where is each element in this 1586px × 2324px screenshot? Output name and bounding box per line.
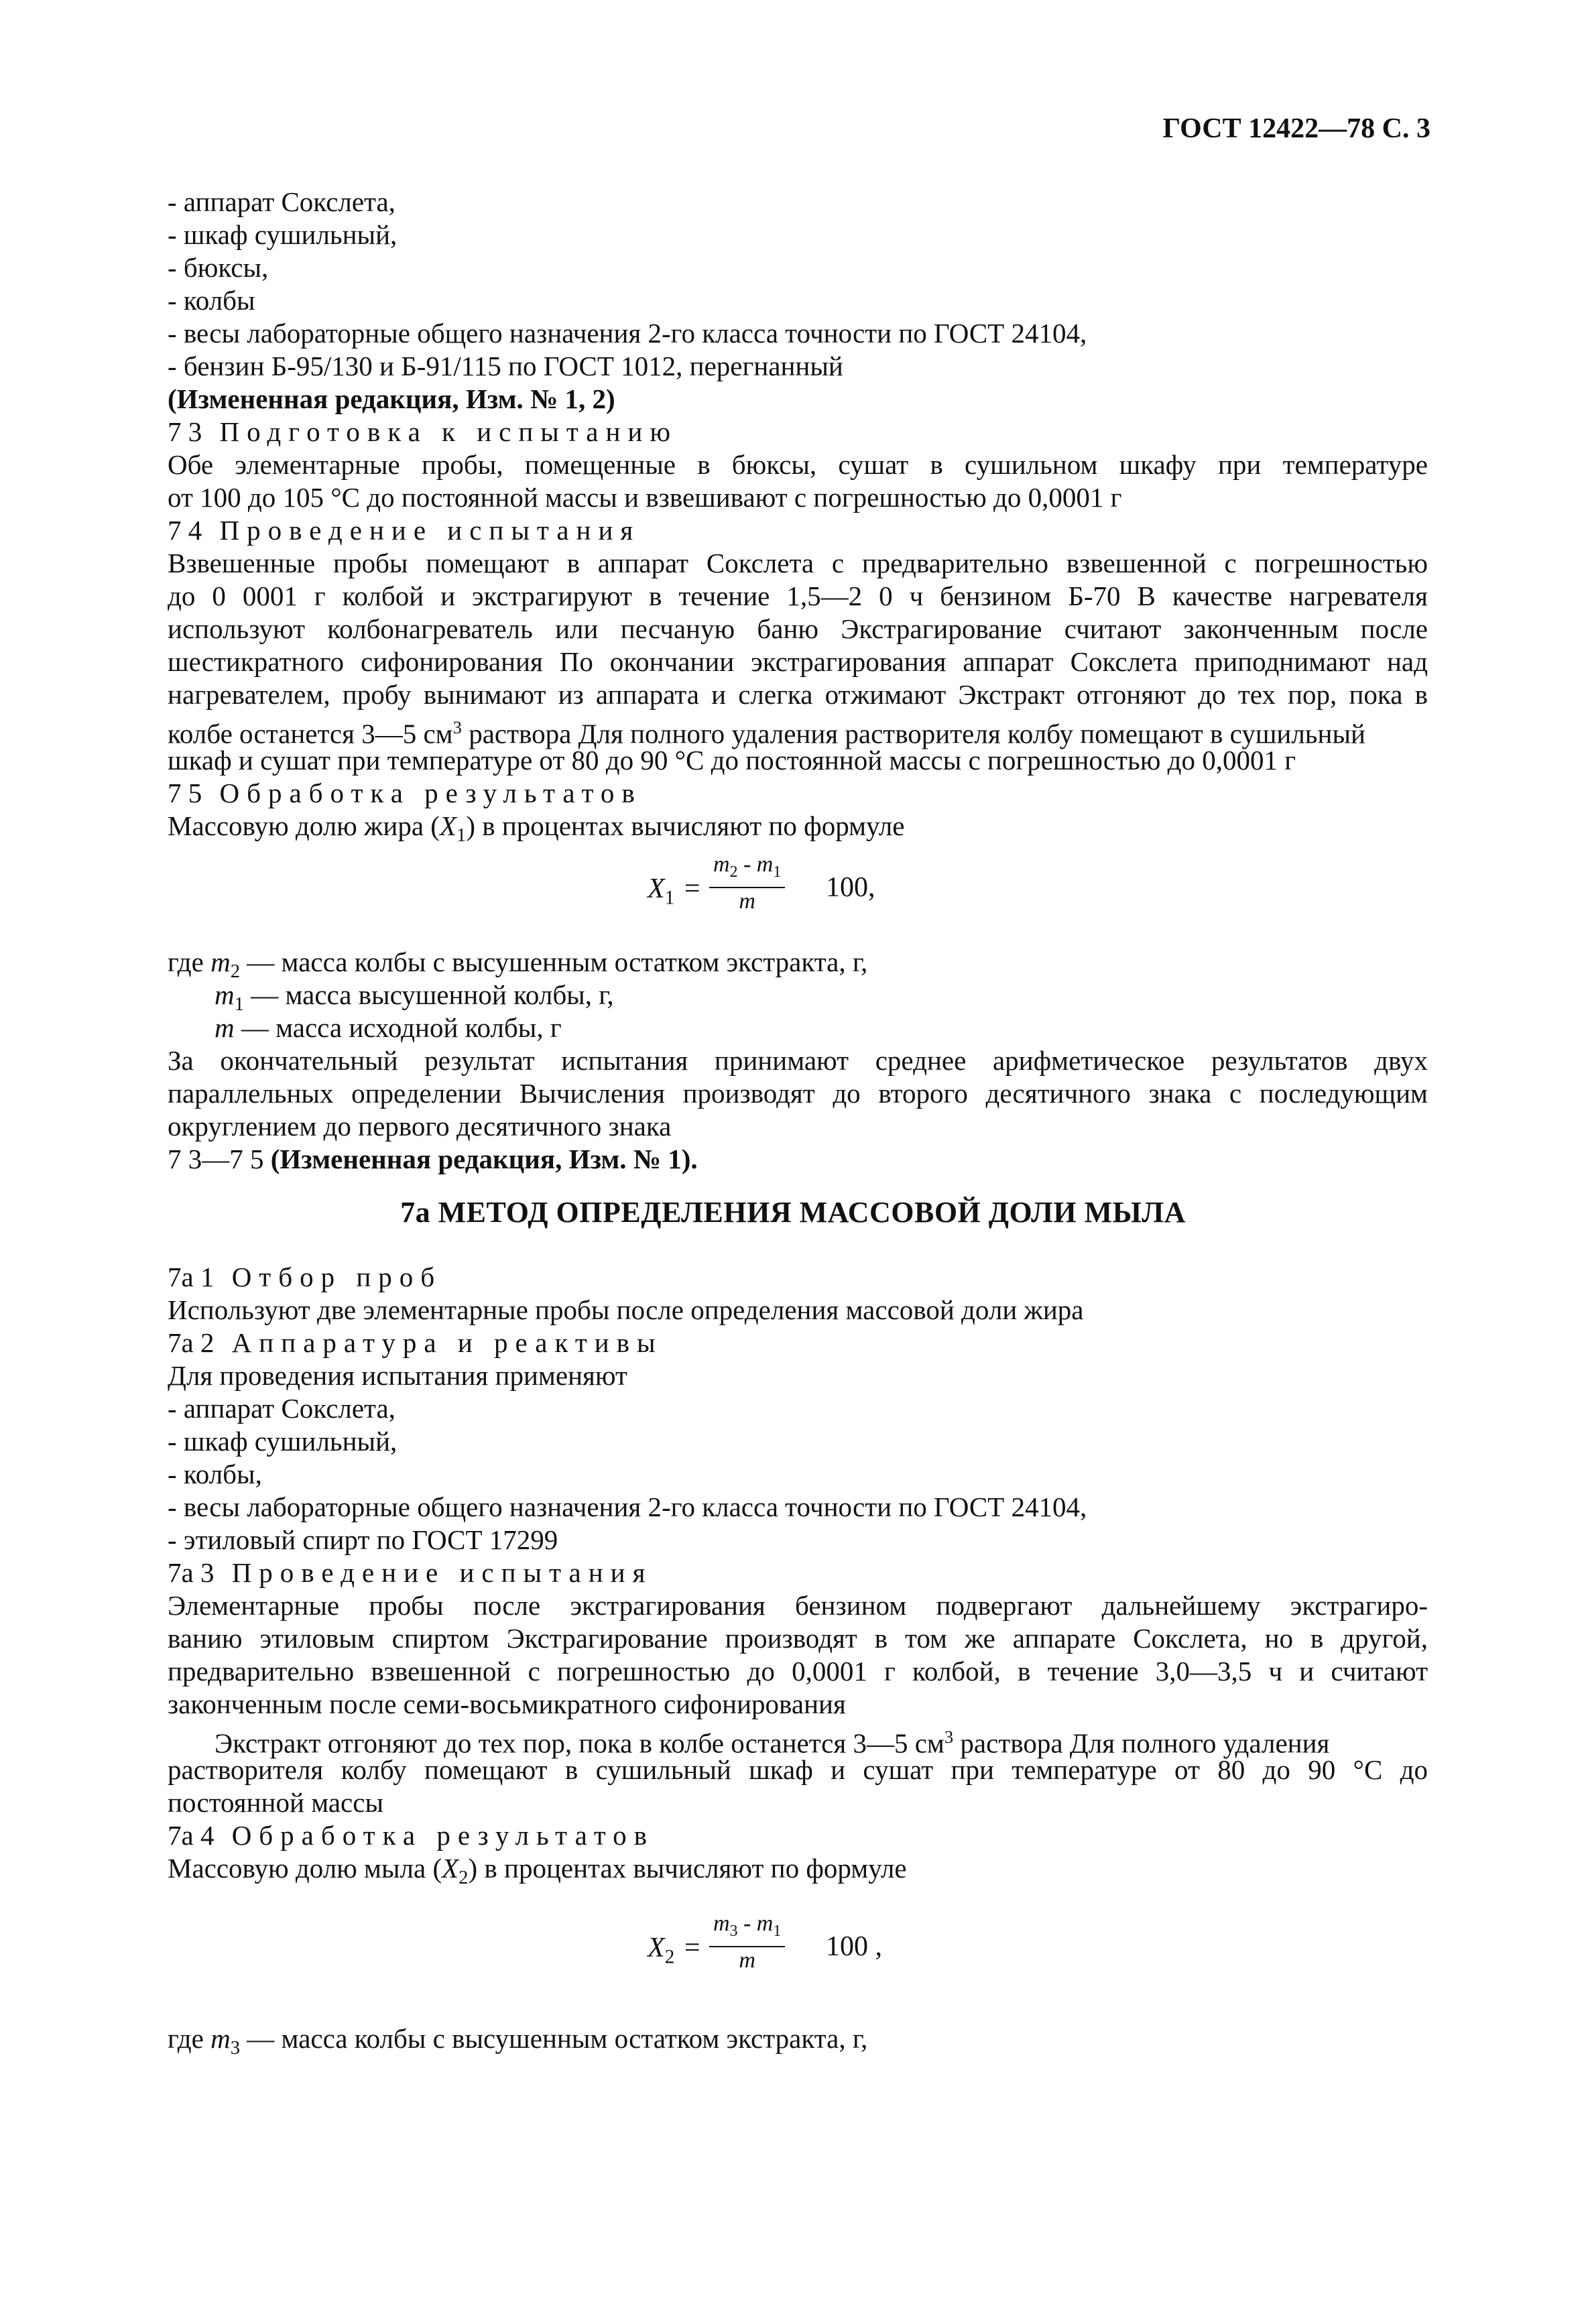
paragraph-line: Массовую долю жира $(X_1)$ в процентах вычисляют по формуле: [168, 810, 905, 847]
formula-tail: 100 ,: [826, 1931, 882, 1962]
paragraph-line: шестикратного сифонирования По окончании экстрагирования аппарат Сокслета приподнимают над: [168, 646, 1428, 677]
paragraph-line: используют колбонагреватель или песчаную баню Экстрагирование считают законченным после: [168, 613, 1428, 644]
paragraph-line: Массовую долю мыла $(X_2)$ в процентах вычисляют по формуле: [168, 1853, 907, 1889]
list-item: - шкаф сушильный,: [168, 219, 398, 250]
section-heading-7-4: [168, 513, 640, 547]
paragraph-line: Взвешенные пробы помещают в аппарат Сокслета с предварительно взвешенной с погрешностью: [168, 548, 1428, 578]
list-item: - бюксы,: [168, 252, 269, 283]
list-item: - весы лабораторные общего назначения 2-го класса точности по ГОСТ 24104,: [168, 1491, 1087, 1522]
paragraph-line: шкаф и сушат при температуре от 80 до 90 °С до постоянной массы с погрешностью до 0,0001 г: [168, 745, 1296, 776]
section-title: Обработка результатов: [219, 778, 642, 808]
section-number: 7 3: [168, 416, 202, 447]
paragraph-line: Обе элементарные пробы, помещенные в бюксы, сушат в сушильном шкафу при температуре: [168, 449, 1428, 480]
where-line: где $m_3$ — масса колбы с высушенным остатком экстракта, г,: [168, 2023, 868, 2059]
denominator: m: [739, 1947, 755, 1973]
paragraph-line: растворителя колбу помещают в сушильный шкаф и сушат при температуре от 80 до 90 °С до: [168, 1754, 1428, 1785]
section-number: 7а 4: [168, 1820, 215, 1851]
section-heading-7-3: [168, 415, 678, 448]
paragraph-line: Используют две элементарные пробы после определения массовой доли жира: [168, 1294, 1084, 1325]
paragraph-line: предварительно взвешенной с погрешностью до 0,0001 г колбой, в течение 3,0—3,5 ч и считают: [168, 1656, 1428, 1687]
list-item: - аппарат Сокслета,: [168, 186, 395, 217]
denominator: m: [739, 888, 755, 914]
section-number: 7 5: [168, 778, 202, 808]
paragraph-line: Элементарные пробы после экстрагирования бензином подвергают дальнейшему экстрагиро-: [168, 1590, 1428, 1621]
numerator: $m_3 - m_1$: [709, 1910, 785, 1947]
list-item: - бензин Б-95/130 и Б-91/115 по ГОСТ 1012, перегнанный: [168, 351, 843, 381]
edition-note: 7 3—7 5 (Измененная редакция, Изм. № 1).: [168, 1144, 698, 1174]
section-title: Отбор проб: [231, 1262, 442, 1292]
section-number: 7а 1: [168, 1262, 215, 1292]
paragraph-line: от 100 до 105 °С до постоянной массы и взвешивают с погрешностью до 0,0001 г: [168, 482, 1122, 513]
paragraph-line: За окончательный результат испытания принимают среднее арифметическое результатов двух: [168, 1045, 1428, 1076]
section-title: Проведение испытания: [231, 1557, 653, 1588]
paragraph-line: постоянной массы: [168, 1787, 383, 1818]
formula-fraction: [709, 1910, 785, 1974]
list-item: - колбы: [168, 285, 255, 316]
section-heading-7a-2: [168, 1326, 663, 1359]
list-item: - колбы,: [168, 1459, 262, 1489]
paragraph-line: законченным после семи-восьмикратного сифонирования: [168, 1689, 846, 1719]
section-title: Проведение испытания: [219, 515, 641, 546]
section-number: 7 4: [168, 515, 202, 546]
text-span: колбе останется 3—5 $см^3$ раствора Для полного удаления растворителя колбу помещают в сушильный: [168, 717, 1365, 749]
list-item: - шкаф сушильный,: [168, 1426, 398, 1457]
numerator: $m_2 - m_1$: [709, 851, 785, 888]
superscript: 3: [452, 717, 462, 737]
paragraph-line: ванию этиловым спиртом Экстрагирование производят в том же аппарате Сокслета, но в другой,: [168, 1623, 1428, 1654]
paragraph-line: Для проведения испытания применяют: [168, 1360, 627, 1391]
list-item: - аппарат Сокслета,: [168, 1393, 395, 1424]
section-title: Обработка результатов: [231, 1820, 654, 1851]
formula-lhs: $X_2$ =: [648, 1933, 700, 1968]
where-line: где $m_2$ — масса колбы с высушенным остатком экстракта, г,: [168, 946, 868, 983]
edition-note: (Измененная редакция, Изм. № 1, 2): [168, 383, 615, 414]
paragraph-line: округлением до первого десятичного знака: [168, 1111, 672, 1142]
page-header: ГОСТ 12422—78 С. 3: [1162, 113, 1430, 144]
section-title: Аппаратура и реактивы: [231, 1327, 663, 1358]
section-heading-7a-4: [168, 1819, 654, 1852]
list-item: - этиловый спирт по ГОСТ 17299: [168, 1524, 558, 1555]
section-heading-7a-3: [168, 1556, 652, 1589]
section-number: 7а 3: [168, 1557, 215, 1588]
section-title: Подготовка к испытанию: [219, 416, 678, 447]
paragraph-line: Экстракт отгоняют до тех пор, пока в колбе останется 3—5 $см^3$ раствора Для полного удаления: [215, 1727, 1330, 1759]
superscript: 3: [944, 1727, 954, 1747]
where-line: $m_1$ — масса высушенной колбы, г,: [215, 979, 614, 1016]
where-line: m — масса исходной колбы, г: [215, 1012, 562, 1043]
paragraph-line: нагревателем, пробу вынимают из аппарата и слегка отжимают Экстракт отгоняют до тех пор, пока в: [168, 679, 1428, 710]
paragraph-line: параллельных определении Вычисления производят до второго десятичного знака с последующим: [168, 1078, 1428, 1109]
section-number: 7а 2: [168, 1327, 215, 1358]
formula-lhs: $X_1$ =: [648, 873, 700, 909]
list-item: - весы лабораторные общего назначения 2-го класса точности по ГОСТ 24104,: [168, 318, 1087, 349]
paragraph-line: до 0 0001 г колбой и экстрагируют в течение 1,5—2 0 ч бензином Б-70 В качестве нагревателя: [168, 580, 1428, 611]
section-heading-7a-1: [168, 1260, 442, 1294]
section-title-7a: 7а МЕТОД ОПРЕДЕЛЕНИЯ МАССОВОЙ ДОЛИ МЫЛА: [400, 1196, 1186, 1229]
formula-tail: 100,: [826, 872, 875, 903]
section-heading-7-5: [168, 776, 642, 810]
formula-fraction: [709, 851, 785, 915]
